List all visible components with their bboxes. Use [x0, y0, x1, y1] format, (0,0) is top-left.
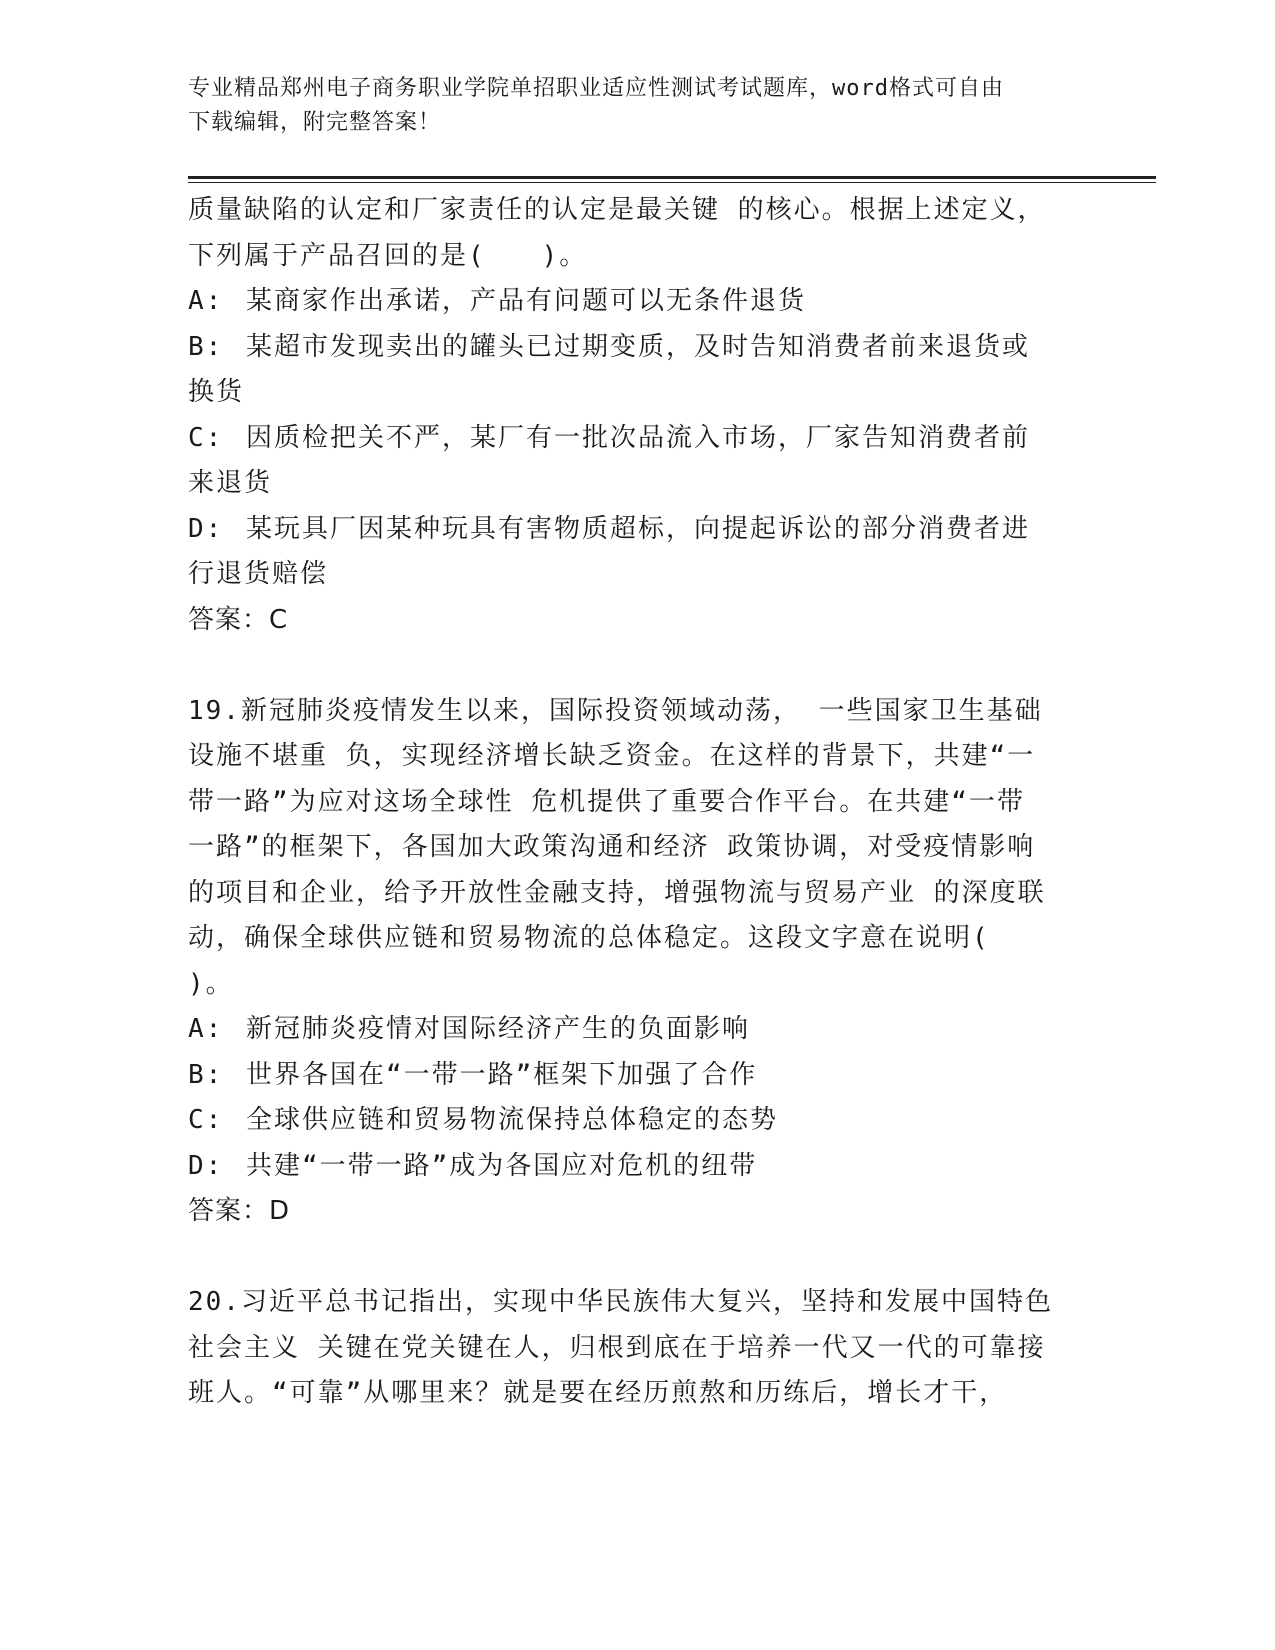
document-body [188, 188, 1068, 1417]
q18-option-d [188, 507, 1068, 553]
option-key: C: [188, 422, 224, 453]
q18-stem-line: 质量缺陷的认定和厂家责任的认定是最关键 的核心。根据上述定义， [188, 195, 1046, 225]
option-key: D: [188, 1150, 224, 1181]
q19-option-d [188, 1144, 1068, 1190]
q19-stem-line: )。 [188, 968, 234, 999]
option-key: A: [188, 1014, 224, 1044]
q18-option-a [188, 279, 1068, 325]
q20-stem-line: 20.习近平总书记指出，实现中华民族伟大复兴，坚持和发展中国特色 [188, 1287, 1053, 1317]
q19-stem-line: 一路”的框架下，各国加大政策沟通和经济 政策协调，对受疫情影响 [188, 832, 1036, 862]
option-text: 某商家作出承诺，产品有问题可以无条件退货 [246, 286, 807, 316]
header-line-2: 下载编辑，附完整答案！ [188, 110, 442, 135]
q18-option-c-cont: 来退货 [188, 468, 273, 498]
q19-stem-line: 的项目和企业，给予开放性金融支持，增强物流与贸易产业 的深度联 [188, 877, 1046, 908]
option-key: B: [188, 1059, 224, 1090]
q19-option-b [188, 1053, 1068, 1099]
option-text: 新冠肺炎疫情对国际经济产生的负面影响 [246, 1014, 751, 1044]
q19-option-a [188, 1007, 1068, 1053]
q19-answer: 答案：D [188, 1196, 291, 1226]
option-text: 某玩具厂因某种玩具有害物质超标，向提起诉讼的部分消费者进 [246, 513, 1031, 544]
spacer [188, 643, 1068, 689]
q19-stem-line: 动，确保全球供应链和贸易物流的总体稳定。这段文字意在说明( [188, 923, 990, 953]
option-text: 全球供应链和贸易物流保持总体稳定的态势 [246, 1105, 779, 1135]
option-text: 世界各国在“一带一路”框架下加强了合作 [246, 1059, 758, 1090]
option-key: A: [188, 286, 224, 316]
q20-stem-line: 社会主义 关键在党关键在人，归根到底在于培养一代又一代的可靠接 [188, 1332, 1046, 1363]
option-key: C: [188, 1105, 224, 1135]
page-header [188, 72, 1068, 140]
header-rule-thin [188, 182, 1156, 183]
q19-stem-line: 带一路”为应对这场全球性 危机提供了重要合作平台。在共建“一带 [188, 786, 1025, 817]
q19-stem-line: 19.新冠肺炎疫情发生以来，国际投资领域动荡， 一些国家卫生基础 [188, 695, 1043, 726]
option-text: 某超市发现卖出的罐头已过期变质，及时告知消费者前来退货或 [246, 331, 1031, 362]
option-text: 因质检把关不严，某厂有一批次品流入市场，厂家告知消费者前 [246, 422, 1031, 453]
q18-option-b [188, 325, 1068, 371]
q20-stem-line: 班人。“可靠”从哪里来？就是要在经历煎熬和历练后，增长才干， [188, 1378, 1008, 1408]
option-text: 共建“一带一路”成为各国应对危机的纽带 [246, 1150, 758, 1181]
q19-stem-line: 设施不堪重 负，实现经济增长缺乏资金。在这样的背景下，共建“一 [188, 741, 1036, 771]
q18-option-d-cont: 行退货赔偿 [188, 559, 329, 589]
option-key: B: [188, 331, 224, 362]
q18-stem-line: 下列属于产品召回的是( )。 [188, 240, 588, 271]
q18-option-c [188, 416, 1068, 462]
q18-answer: 答案：C [188, 604, 289, 635]
header-line-1: 专业精品郑州电子商务职业学院单招职业适应性测试考试题库，word格式可自由 [188, 76, 1004, 101]
header-rule-thick [188, 176, 1156, 179]
q19-option-c [188, 1098, 1068, 1144]
q18-option-b-cont: 换货 [188, 377, 245, 407]
spacer [188, 1235, 1068, 1281]
option-key: D: [188, 513, 224, 544]
